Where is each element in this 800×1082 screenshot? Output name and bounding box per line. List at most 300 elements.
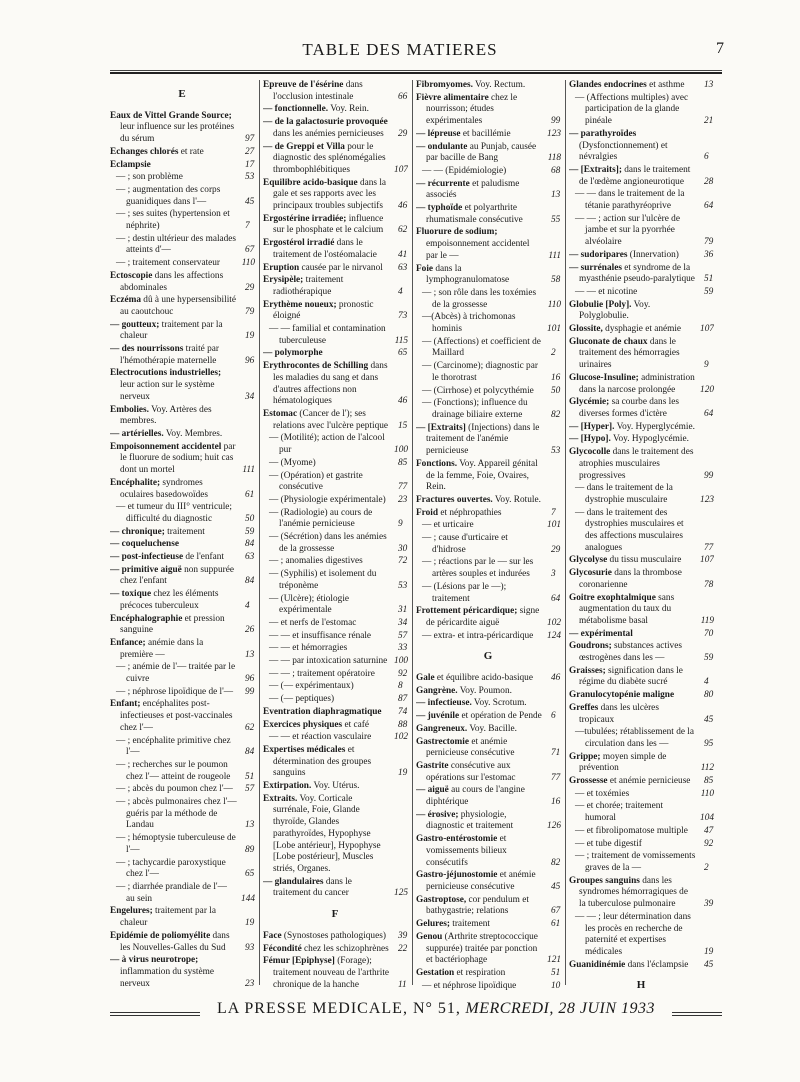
index-entry bbox=[569, 434, 714, 446]
entry-text: — ; ses suites (hypertension et néphrite) bbox=[116, 209, 230, 232]
entry-text: — ; son problème bbox=[116, 172, 183, 183]
index-entry: Ectoscopie dans les affections abdominales 29 bbox=[110, 270, 255, 293]
entry-text: Voy. Artères des membres. bbox=[120, 404, 212, 427]
entry-text: — ; néphrose lipoïdique de l'— bbox=[116, 686, 234, 697]
entry-heading: Glycolyse bbox=[569, 555, 608, 566]
index-column-3 bbox=[416, 80, 561, 990]
entry-heading: Gastrectomie bbox=[416, 736, 470, 747]
entry-text: — extra- et intra-péricardique bbox=[422, 630, 534, 641]
entry-text: — — et réaction vasculaire bbox=[269, 732, 372, 743]
entry-heading: Gale bbox=[416, 673, 435, 684]
entry-page-number: 123 bbox=[700, 494, 714, 505]
entry-text: — (Lésions par le —); traitement bbox=[422, 581, 507, 604]
entry-text: (Innervation) bbox=[627, 249, 679, 260]
index-entry: — dans le traitement des dystrophies musculaires et des affections musculaires analogues 77 bbox=[575, 507, 714, 553]
entry-text: au cours de l'angine diphtérique bbox=[426, 785, 525, 808]
index-entry: Eruption causée par le nirvanol 63 bbox=[263, 262, 408, 273]
column-divider bbox=[259, 80, 260, 985]
entry-page-number: 144 bbox=[241, 893, 255, 904]
index-entry bbox=[110, 429, 255, 441]
entry-heading: Gastro-jéjunostomie bbox=[416, 870, 498, 881]
entry-heading: — [Extraits]; bbox=[569, 164, 622, 175]
index-entry: Glycocolle dans le traitement des atrophies musculaires progressives 99 bbox=[569, 447, 714, 481]
entry-heading: Face bbox=[263, 930, 282, 941]
entry-text: — et toxémies bbox=[575, 788, 630, 799]
entry-heading: Erythrocontes de Schilling bbox=[263, 361, 369, 372]
entry-text: — ; augmentation des corps guanidiques dans l'— bbox=[116, 184, 221, 207]
entry-heading: Gelures; bbox=[416, 919, 450, 930]
header-rule bbox=[110, 70, 722, 74]
entry-text: et asthme bbox=[646, 80, 685, 90]
index-entry: — ; cause d'urticaire et d'hidrose 29 bbox=[422, 533, 561, 555]
index-entry: — ; tachycardie paroxystique chez l'— 65 bbox=[116, 857, 255, 880]
index-entry: Gastroptose, cor pendulum et bathygastrie; relations 67 bbox=[416, 894, 561, 917]
entry-page-number: 118 bbox=[547, 153, 561, 164]
index-entry bbox=[569, 801, 714, 824]
entry-text: traitement par la chaleur bbox=[120, 906, 216, 929]
entry-heading: Grippe; bbox=[569, 751, 601, 762]
entry-text: dans le traitement de l'œdème angioneurotique bbox=[579, 164, 691, 187]
index-entry: Gastro-jéjunostomie et anémie pernicieuse consécutive 45 bbox=[416, 870, 561, 892]
entry-text: chez les schizophrènes bbox=[301, 943, 389, 954]
index-entry: — ; augmentation des corps guanidiques dans l'— 45 bbox=[116, 184, 255, 207]
entry-heading: — toxique bbox=[110, 589, 152, 600]
index-entry: Gastrectomie et anémie pernicieuse consécutive 71 bbox=[416, 736, 561, 759]
entry-text: dans les anémies pernicieuses bbox=[273, 128, 384, 139]
index-entry: — des nourrissons traité par l'hémothérapie maternelle 96 bbox=[110, 344, 255, 366]
entry-heading: Fémur [Epiphyse] bbox=[263, 956, 335, 967]
index-entry: — aiguë au cours de l'angine diphtérique 16 bbox=[416, 785, 561, 808]
index-entry: — — ; action sur l'ulcère de jambe et sur la pyorrhée alvéolaire 79 bbox=[575, 213, 714, 248]
entry-heading: — surrénales bbox=[569, 262, 622, 273]
entry-heading: Fractures ouvertes. bbox=[416, 494, 493, 505]
index-entry: —tubulées; rétablissement de la circulation dans les — 95 bbox=[575, 727, 714, 749]
entry-text: (Injections) dans le traitement de l'anémie pernicieuse bbox=[426, 422, 540, 457]
index-entry: — ; recherches sur le poumon chez l'— atteint de rougeole 51 bbox=[116, 759, 255, 782]
entry-heading: — récurrente bbox=[416, 178, 470, 189]
entry-heading: Epidémie de poliomyélite bbox=[110, 930, 211, 941]
section-letter: E bbox=[178, 88, 187, 100]
page-header bbox=[0, 40, 800, 64]
entry-page-number: 119 bbox=[700, 615, 714, 626]
entry-page-number: 101 bbox=[547, 324, 561, 335]
entry-text: — (Motilité); action de l'alcool pur bbox=[269, 433, 385, 456]
section-letter: H bbox=[636, 979, 647, 990]
entry-text: — ; hémoptysie tuberculeuse de l'— bbox=[116, 833, 236, 855]
index-entry: — parathyroïdes (Dysfonctionnement) et névralgies 6 bbox=[569, 128, 709, 163]
index-entry: — expérimental 70 bbox=[569, 628, 714, 639]
entry-text: (Synostoses pathologiques) bbox=[281, 930, 386, 941]
entry-text: Voy. Membres. bbox=[163, 428, 223, 439]
entry-text: non suppurée chez l'enfant bbox=[120, 564, 234, 587]
index-entry: — (Physiologie expérimentale) 23 bbox=[269, 494, 408, 505]
index-entry bbox=[263, 142, 408, 177]
entry-page-number: 100 bbox=[394, 445, 408, 456]
entry-text: moyen simple de prévention bbox=[579, 751, 667, 774]
index-entry: Froid et néphropathies 7 bbox=[416, 507, 556, 518]
entry-text: Voy. Bacille. bbox=[467, 723, 517, 734]
index-entry: — ; ses suites (hypertension et néphrite) 7 bbox=[116, 209, 250, 232]
entry-heading: Extraits. bbox=[263, 793, 298, 804]
entry-heading: — [Hypo]. bbox=[569, 434, 611, 445]
index-entry: — surrénales et syndrome de la myasthénie pseudo-paralytique 51 bbox=[569, 262, 714, 285]
entry-heading: Eclampsie bbox=[110, 159, 151, 170]
index-entry: — — dans le traitement de la tétanie parathyréoprive 64 bbox=[575, 189, 714, 212]
entry-page-number: 125 bbox=[394, 888, 408, 899]
index-entry: — (Sécrétion) dans les anémies de la grossesse 30 bbox=[269, 532, 408, 554]
entry-heading: Fibromyomes. bbox=[416, 80, 473, 90]
entry-text: dans le traitement de l'ostéomalacie bbox=[273, 238, 377, 260]
entry-heading: Gastro-entérostomie bbox=[416, 834, 498, 845]
index-entry: Erythrocontes de Schilling dans les maladies du sang et dans d'autres affections non hématologiques 46 bbox=[263, 361, 408, 407]
index-entry: — — et hémorragies 33 bbox=[269, 643, 408, 654]
index-entry: — — (Epidémiologie) 68 bbox=[422, 165, 561, 176]
index-entry: — ; abcès pulmonaires chez l'— guéris par la méthode de Landau 13 bbox=[116, 797, 255, 831]
entry-text: — ; traitement de vomissements graves de la — bbox=[575, 851, 696, 873]
entry-text: — (Carcinome); diagnostic par le thorotrast bbox=[422, 361, 538, 383]
entry-text: — (Radiologie) au cours de l'anémie pernicieuse bbox=[269, 507, 373, 530]
entry-heading: Epreuve de l'ésérine bbox=[263, 80, 344, 90]
index-entry: — à virus neurotrope; inflammation du système nerveux 23 bbox=[110, 955, 255, 989]
index-entry: — toxique chez les éléments précoces tuberculeux 4 bbox=[110, 589, 250, 611]
entry-heading: Goudrons; bbox=[569, 641, 612, 652]
index-entry: Eclampsie 17 bbox=[110, 159, 255, 170]
index-entry: — et néphrose lipoïdique 10 bbox=[422, 980, 561, 990]
entry-text: — — ; action sur l'ulcère de jambe et sur la pyorrhée alvéolaire bbox=[575, 213, 680, 248]
entry-text: empoisonnement accidentel par le — bbox=[426, 239, 530, 261]
entry-text: et anémie pernicieuse consécutive bbox=[426, 870, 536, 892]
entry-text: (Cancer de l'); ses relations avec l'ulcère peptique bbox=[273, 408, 388, 431]
index-entry: — ; néphrose lipoïdique de l'— 99 bbox=[116, 686, 255, 697]
index-entry: Enfant; encéphalites post-infectieuses et post-vaccinales chez l'— 62 bbox=[110, 699, 255, 733]
entry-heading: — [Extraits] bbox=[416, 422, 466, 433]
index-entry: Gelures; traitement 61 bbox=[416, 919, 561, 930]
entry-text: syndromes oculaires basedowoïdes bbox=[120, 477, 209, 500]
index-entry bbox=[569, 555, 714, 567]
index-entry: — ; réactions par le — sur les artères souples et indurées 3 bbox=[422, 557, 556, 580]
entry-heading: Greffes bbox=[569, 702, 599, 713]
index-columns bbox=[110, 80, 722, 990]
index-entry: Encéphalite; syndromes oculaires basedowoïdes 61 bbox=[110, 477, 255, 500]
index-entry bbox=[416, 606, 561, 629]
entry-text: sans augmentation du taux du métabolisme basal bbox=[579, 592, 675, 626]
index-entry: — (Carcinome); diagnostic par le thorotrast 16 bbox=[422, 361, 561, 383]
index-entry: Fécondité chez les schizophrènes 22 bbox=[263, 943, 408, 954]
index-entry bbox=[569, 300, 714, 323]
entry-heading: — de Greppi et Villa bbox=[263, 141, 345, 152]
index-entry: — post-infectieuse de l'enfant 63 bbox=[110, 552, 255, 563]
entry-text: — — ; leur détermination dans les procès en recherche de paternité et expertises médicales bbox=[575, 911, 691, 957]
entry-text: — — et insuffisance rénale bbox=[269, 630, 372, 641]
entry-text: — ; réactions par le — sur les artères souples et indurées bbox=[422, 557, 534, 580]
entry-text: chez les éléments précoces tuberculeux bbox=[120, 589, 219, 611]
entry-text: — et tube digestif bbox=[575, 838, 642, 849]
entry-heading: Granulocytopénie maligne bbox=[569, 690, 675, 701]
entry-heading: Eaux de Vittel Grande Source; bbox=[110, 110, 232, 121]
entry-heading: Glandes endocrines bbox=[569, 80, 647, 90]
entry-heading: Fièvre alimentaire bbox=[416, 92, 489, 103]
entry-text: Voy. Polyglobulie. bbox=[579, 299, 651, 322]
index-entry: — (Cirrhose) et polycythémie 50 bbox=[422, 385, 561, 396]
running-title: TABLE DES MATIERES bbox=[302, 40, 498, 59]
index-entry: — — et nicotine 59 bbox=[575, 286, 714, 297]
entry-text: — dans le traitement de la dystrophie musculaire bbox=[575, 483, 673, 505]
entry-text: et paludisme associés bbox=[426, 178, 520, 201]
entry-text: influence sur le phosphate et le calcium bbox=[273, 213, 384, 236]
entry-heading: Gangreneux. bbox=[416, 723, 468, 734]
entry-heading: Ectoscopie bbox=[110, 270, 153, 281]
entry-text: — (Sécrétion) dans les anémies de la grossesse bbox=[269, 532, 387, 554]
entry-text: — et urticaire bbox=[422, 520, 474, 531]
entry-text: dans les Nouvelles-Galles du Sud bbox=[120, 930, 230, 953]
index-entry bbox=[263, 794, 408, 876]
entry-heading: Echanges chlorés bbox=[110, 146, 179, 157]
entry-text: consécutive aux opérations sur l'estomac bbox=[426, 760, 516, 783]
entry-text: leur action sur le système nerveux bbox=[120, 380, 215, 402]
entry-text: (Arthrite streptococcique suppurée) traitée par ponction et bactériophage bbox=[426, 931, 538, 966]
index-entry: Ergostérine irradiée; influence sur le phosphate et le calcium 62 bbox=[263, 213, 408, 236]
entry-heading: Gastrite bbox=[416, 760, 449, 771]
index-entry: — typhoïde et polyarthrite rhumatismale consécutive 55 bbox=[416, 203, 561, 225]
entry-text: — (Physiologie expérimentale) bbox=[269, 494, 386, 505]
entry-page-number: 110 bbox=[241, 258, 255, 269]
index-entry: — et fibrolipomatose multiple 47 bbox=[575, 825, 714, 836]
entry-text: — (Opération) et gastrite consécutive bbox=[269, 470, 363, 493]
entry-text: et anémie pernicieuse bbox=[607, 776, 691, 787]
index-entry: Gestation et respiration 51 bbox=[416, 967, 561, 978]
entry-heading: Goitre exophtalmique bbox=[569, 592, 656, 603]
index-entry bbox=[416, 686, 561, 698]
entry-heading: Encéphalographie bbox=[110, 613, 183, 624]
entry-text: traitement bbox=[164, 526, 205, 537]
index-entry: — ; destin ultérieur des malades atteints d'— 67 bbox=[116, 233, 255, 256]
entry-text: dû à une hypersensibilité au caoutchouc bbox=[120, 295, 236, 317]
index-entry bbox=[416, 312, 561, 335]
index-entry bbox=[416, 459, 561, 494]
entry-heading: — ondulante bbox=[416, 141, 468, 152]
entry-heading: Frottement péricardique; bbox=[416, 606, 518, 617]
entry-text: — — ; traitement opératoire bbox=[269, 668, 375, 679]
index-entry: Groupes sanguins dans les syndromes hémorragiques de la tuberculose pulmonaire 39 bbox=[569, 875, 714, 910]
entry-text: — (Affections) et coefficient de Maillard bbox=[422, 336, 541, 359]
index-entry bbox=[416, 142, 561, 165]
index-entry bbox=[263, 324, 408, 347]
entry-text: Voy. Hypoglycémie. bbox=[610, 434, 689, 445]
page-footer bbox=[110, 1000, 722, 1030]
entry-text: signe de péricardite aiguë bbox=[426, 606, 540, 628]
entry-heading: — aiguë bbox=[416, 785, 449, 796]
index-entry: — — ; leur détermination dans les procès en recherche de paternité et expertises médicales 19 bbox=[575, 911, 714, 957]
index-entry bbox=[569, 324, 714, 336]
entry-heading: — artérielles. bbox=[110, 428, 164, 439]
entry-heading: Grossesse bbox=[569, 776, 608, 787]
entry-heading: — juvénile bbox=[416, 711, 460, 722]
entry-heading: Equilibre acido-basique bbox=[263, 177, 358, 188]
index-entry: — (Ulcère); étiologie expérimentale 31 bbox=[269, 593, 408, 616]
entry-text: et polyarthrite rhumatismale consécutive bbox=[426, 203, 523, 225]
entry-heading: Glossite, bbox=[569, 324, 603, 335]
entry-heading: Extirpation. bbox=[263, 781, 312, 792]
entry-heading: — infectieuse. bbox=[416, 698, 472, 709]
index-entry: — ; abcès du poumon chez l'— 57 bbox=[116, 784, 255, 795]
entry-heading: Glucose-Insuline; bbox=[569, 372, 639, 383]
entry-heading: Fécondité bbox=[263, 943, 302, 954]
entry-text: encéphalites post-infectieuses et post-vaccinales chez l'— bbox=[120, 699, 233, 733]
entry-text: Voy. Rectum. bbox=[472, 80, 526, 90]
entry-heading: — chronique; bbox=[110, 526, 165, 537]
entry-text: cor pendulum et bathygastrie; relations bbox=[426, 894, 529, 917]
entry-heading: Globulie [Poly]. bbox=[569, 299, 632, 310]
index-entry: — et tube digestif 92 bbox=[575, 838, 714, 849]
entry-text: — (Ulcère); étiologie expérimentale bbox=[269, 593, 350, 616]
entry-text: pour le diagnostic des splénomégalies thrombophlébitiques bbox=[273, 141, 386, 175]
entry-page-number: 115 bbox=[394, 335, 408, 346]
index-entry: — (Myome) 85 bbox=[269, 457, 408, 468]
entry-text: dans la gale et ses rapports avec les principaux troubles subjectifs bbox=[273, 177, 387, 212]
index-entry: Graisses; signification dans le régime du diabète sucré 4 bbox=[569, 665, 709, 688]
entry-heading: — post-infectieuse bbox=[110, 552, 184, 563]
entry-text: dans les maladies du sang et dans d'autres affections non hématologiques bbox=[273, 361, 388, 407]
entry-text: traitement par la chaleur bbox=[120, 319, 223, 342]
entry-text: — — familial et contamination tuberculeuse bbox=[269, 324, 386, 346]
entry-text: — — dans le traitement de la tétanie parathyréoprive bbox=[575, 189, 685, 212]
entry-heading: Genou bbox=[416, 931, 443, 942]
entry-text: — ; abcès pulmonaires chez l'— guéris par la méthode de Landau bbox=[116, 797, 237, 831]
index-entry bbox=[263, 656, 408, 668]
index-entry: — coqueluchense 84 bbox=[110, 539, 255, 550]
entry-text: dans l'occlusion intestinale bbox=[273, 80, 363, 102]
entry-page-number: 104 bbox=[700, 813, 714, 824]
entry-text: dans la lymphogranulomatose bbox=[426, 263, 510, 286]
entry-heading: — lépreuse bbox=[416, 128, 461, 139]
entry-text: — — par intoxication saturnine bbox=[269, 656, 388, 667]
entry-heading: Glycosurie bbox=[569, 568, 612, 579]
index-entry: — récurrente et paludisme associés 13 bbox=[416, 178, 561, 201]
index-entry bbox=[416, 227, 561, 262]
entry-text: — ; anomalies digestives bbox=[269, 556, 363, 567]
entry-heading: — glandulaires bbox=[263, 876, 324, 887]
index-entry: Erythème noueux; pronostic éloigné 73 bbox=[263, 299, 408, 322]
index-column-2 bbox=[263, 80, 408, 990]
index-entry: Granulocytopénie maligne 80 bbox=[569, 690, 714, 701]
entry-heading: Encéphalite; bbox=[110, 477, 161, 488]
entry-heading: Ergostérol irradié bbox=[263, 238, 335, 249]
index-entry: Eczéma dû à une hypersensibilité au caoutchouc 79 bbox=[110, 295, 255, 317]
entry-text: traitement radiothérapique bbox=[273, 275, 344, 297]
index-entry bbox=[416, 495, 561, 507]
entry-heading: Electrocutions industrielles; bbox=[110, 368, 222, 379]
index-entry: — ; anémie de l'— traitée par le cuivre 96 bbox=[116, 662, 255, 685]
index-entry bbox=[416, 810, 561, 833]
entry-text: de l'enfant bbox=[183, 552, 224, 563]
footer-rule-right bbox=[672, 1012, 722, 1016]
entry-text: causée par le nirvanol bbox=[299, 262, 383, 273]
index-entry: Ergostérol irradié dans le traitement de l'ostéomalacie 41 bbox=[263, 238, 408, 260]
index-entry: — [Extraits] (Injections) dans le traitement de l'anémie pernicieuse 53 bbox=[416, 422, 561, 457]
journal-name: LA PRESSE MEDICALE, N° 51, bbox=[216, 1000, 461, 1017]
entry-page-number: 111 bbox=[242, 465, 255, 476]
entry-text: et rate bbox=[178, 146, 204, 157]
index-entry: — (Lésions par le —); traitement 64 bbox=[422, 581, 561, 604]
index-entry: Engelures; traitement par la chaleur 19 bbox=[110, 906, 255, 929]
entry-text: — et chorée; traitement humoral bbox=[575, 801, 664, 824]
index-entry: Epidémie de poliomyélite dans les Nouvelles-Galles du Sud 93 bbox=[110, 930, 255, 953]
entry-page-number: 124 bbox=[547, 630, 561, 641]
column-divider bbox=[565, 80, 566, 985]
entry-text: et équilibre acido-basique bbox=[434, 673, 533, 684]
entry-text: — (— expérimentaux) bbox=[269, 681, 354, 692]
index-entry bbox=[263, 433, 408, 456]
entry-heading: — goutteux; bbox=[110, 319, 160, 330]
index-entry: Encéphalographie et pression sanguine 26 bbox=[110, 613, 255, 636]
entry-text: dans le traitement des atrophies musculaires progressives bbox=[579, 447, 694, 481]
index-entry: — goutteux; traitement par la chaleur 19 bbox=[110, 319, 255, 342]
index-entry bbox=[416, 80, 561, 92]
index-entry bbox=[110, 405, 255, 428]
index-entry: Grossesse et anémie pernicieuse 85 bbox=[569, 776, 714, 787]
entry-text: dans les affections abdominales bbox=[120, 270, 224, 293]
footer-rule-left bbox=[110, 1012, 200, 1016]
column-divider bbox=[412, 80, 413, 985]
entry-text: Voy. Appareil génital de la femme, Foie, Ovaires, Rein. bbox=[426, 458, 538, 493]
section-letter: G bbox=[483, 650, 494, 663]
footer-text bbox=[206, 1000, 666, 1018]
entry-page-number: 112 bbox=[700, 763, 714, 774]
index-entry: Equilibre acido-basique dans la gale et ses rapports avec les principaux troubles subjectifs 46 bbox=[263, 177, 408, 212]
entry-text: dans le traitement du cancer bbox=[273, 876, 352, 899]
entry-text: — ; traitement conservateur bbox=[116, 258, 221, 269]
entry-text: et vomissements bilieux consécutifs bbox=[426, 834, 507, 868]
entry-heading: — expérimental bbox=[569, 628, 633, 639]
entry-text: — — (Epidémiologie) bbox=[422, 165, 507, 176]
index-entry bbox=[569, 593, 714, 628]
entry-text: — (— peptiques) bbox=[269, 694, 335, 705]
entry-text: traité par l'hémothérapie maternelle bbox=[120, 344, 219, 366]
index-entry: — ; encéphalite primitive chez l'— 84 bbox=[116, 735, 255, 758]
index-entry bbox=[569, 483, 714, 506]
entry-text: et opération de Pende bbox=[459, 711, 542, 722]
index-entry bbox=[569, 789, 714, 801]
entry-heading: Eventration diaphragmatique bbox=[263, 706, 382, 717]
entry-text: — — et nicotine bbox=[575, 286, 638, 297]
entry-page-number: 110 bbox=[547, 299, 561, 310]
page-number: 7 bbox=[716, 40, 724, 57]
index-entry: — (— peptiques) 87 bbox=[269, 694, 408, 705]
index-entry: — — et insuffisance rénale 57 bbox=[269, 630, 408, 641]
entry-heading: — typhoïde bbox=[416, 203, 463, 214]
entry-heading: — coqueluchense bbox=[110, 539, 179, 550]
index-entry bbox=[263, 877, 408, 900]
entry-heading: Foie bbox=[416, 263, 434, 274]
entry-text: et détermination des groupes sanguins bbox=[273, 744, 372, 779]
entry-text: — ; diarrhée prandiale de l'— au sein bbox=[116, 882, 227, 904]
entry-heading: Empoisonnement accidentel bbox=[110, 441, 222, 452]
index-entry: — (Radiologie) au cours de l'anémie pernicieuse 9 bbox=[269, 507, 403, 530]
entry-text: Voy. Scrotum. bbox=[471, 698, 527, 709]
entry-heading: — des nourrissons bbox=[110, 344, 184, 355]
index-entry: Glycémie; sa courbe dans les diverses formes d'ictère 64 bbox=[569, 397, 714, 419]
entry-heading: Erysipèle; bbox=[263, 275, 304, 286]
index-entry: Glycosurie dans la thrombose coronarienne 78 bbox=[569, 568, 714, 590]
entry-heading: — sudoripares bbox=[569, 249, 628, 260]
index-entry bbox=[569, 752, 714, 775]
index-entry bbox=[569, 422, 714, 434]
entry-heading: — primitive aiguë bbox=[110, 564, 182, 575]
entry-page-number: 101 bbox=[547, 520, 561, 531]
entry-text: — ; son rôle dans les toxémies de la grossesse bbox=[422, 287, 537, 310]
index-entry bbox=[569, 373, 714, 396]
entry-text: Voy. Corticale surrénale, Foie, Glande thyroïde, Glandes parathyroïdes, Hypophyse [Lobe antérieur], Hypophyse [Lobe postérieur], Muscles striés, Organes. bbox=[273, 793, 381, 874]
